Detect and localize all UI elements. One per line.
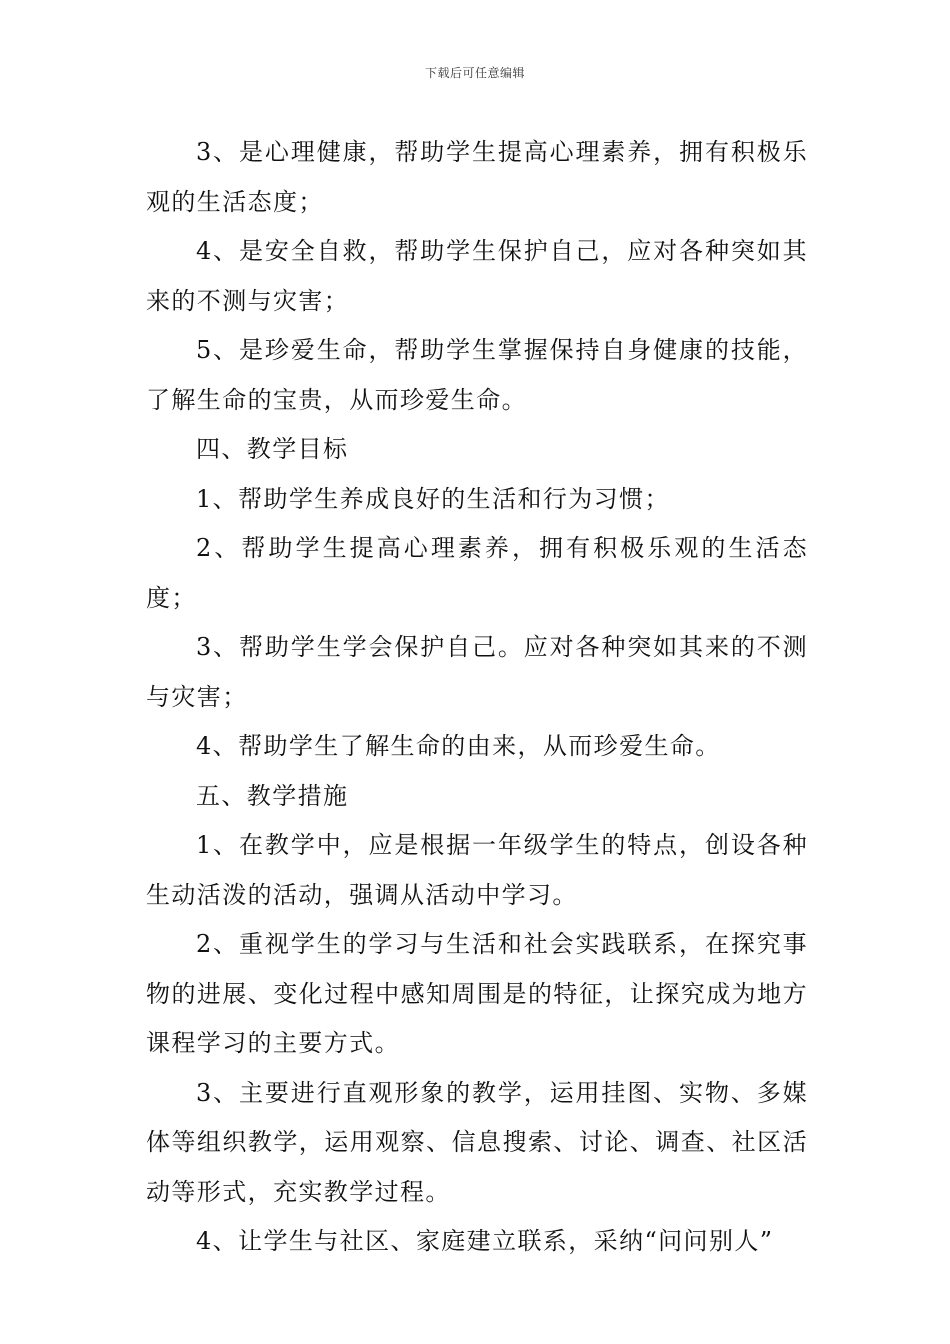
document-body bbox=[146, 128, 808, 1267]
page-header: 下载后可任意编辑 bbox=[424, 66, 525, 80]
paragraph-goal-3: 3、帮助学生学会保护自己。应对各种突如其来的不测与灾害； bbox=[146, 633, 808, 711]
paragraph-safety-rescue: 4、是安全自救，帮助学生保护自己，应对各种突如其来的不测与灾害； bbox=[146, 237, 808, 315]
paragraph-cherish-life: 5、是珍爱生命，帮助学生掌握保持自身健康的技能，了解生命的宝贵，从而珍爱生命。 bbox=[146, 336, 808, 414]
paragraph-goal-1: 1、帮助学生养成良好的生活和行为习惯； bbox=[196, 484, 670, 513]
paragraph-health-psychology: 3、是心理健康，帮助学生提高心理素养，拥有积极乐观的生活态度； bbox=[146, 138, 808, 216]
paragraph-goal-4: 4、帮助学生了解生命的由来，从而珍爱生命。 bbox=[196, 732, 721, 760]
section-heading-teaching-measures: 五、教学措施 bbox=[196, 781, 349, 810]
paragraph-measure-4: 4、让学生与社区、家庭建立联系，采纳“问问别人” bbox=[196, 1227, 774, 1255]
paragraph-measure-2: 2、重视学生的学习与生活和社会实践联系，在探究事物的进展、变化过程中感知周围是的特征，让探究成为地方课程学习的主要方式。 bbox=[146, 930, 808, 1057]
paragraph-goal-2: 2、帮助学生提高心理素养，拥有积极乐观的生活态度； bbox=[146, 534, 808, 612]
section-heading-teaching-goals: 四、教学目标 bbox=[196, 435, 349, 463]
paragraph-measure-3: 3、主要进行直观形象的教学，运用挂图、实物、多媒体等组织教学，运用观察、信息搜索、讨论、调查、社区活动等形式，充实教学过程。 bbox=[146, 1078, 808, 1206]
paragraph-measure-1: 1、在教学中，应是根据一年级学生的特点，创设各种生动活泼的活动，强调从活动中学习。 bbox=[146, 831, 808, 909]
